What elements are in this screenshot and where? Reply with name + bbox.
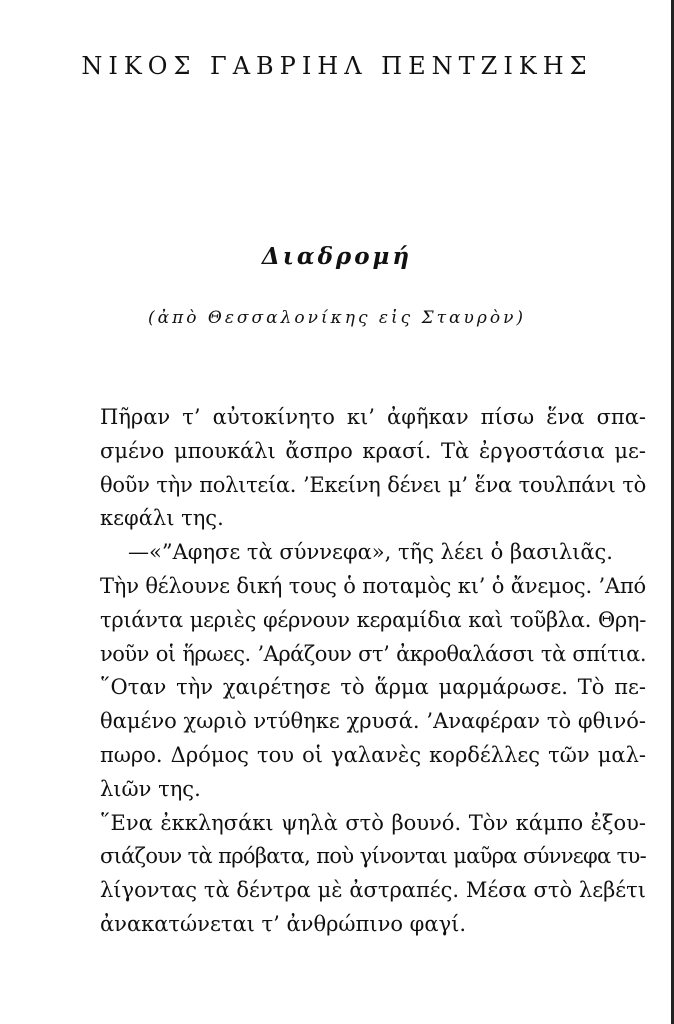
text-line: θαμένο χωριὸ ντύθηκε χρυσά. ’Αναφέραν τὸ φθινό- (100, 709, 646, 734)
text-line: κεφάλι της. (100, 506, 224, 531)
text-line: Πῆραν τ’ αὐτοκίνητο κι’ ἀφῆκαν πίσω ἕνα σπα- (100, 405, 646, 429)
text-line: πωρο. Δρόμος του οἱ γαλανὲς κορδέλλες τῶν μαλ- (100, 742, 646, 767)
text-line: λίγοντας τὰ δέντρα μὲ ἀστραπές. Μέσα στὸ λεβέτι (100, 878, 646, 903)
text-line: λιῶν της. (100, 776, 201, 801)
poem-title: Διαδρομή (261, 243, 413, 270)
paragraph-4 (100, 671, 646, 806)
author-header: ΝΙΚΟΣ ΓΑΒΡΙΗΛ ΠΕΝΤΖΙΚΗΣ (81, 52, 593, 80)
text-line: τριάντα μεριὲς φέρνουν κεραμίδια καὶ τοῦβλα. Θρη- (100, 607, 646, 632)
text-line: Τὴν θέλουνε δική τους ὁ ποταμὸς κι’ ὁ ἄνεμος. ’Από (100, 573, 646, 598)
paragraph-1 (100, 401, 646, 536)
text-line: νοῦν οἱ ἥρωες. ’Αράζουν στ’ ἀκροθαλάσσι τὰ σπίτια. (100, 641, 646, 666)
text-line: θοῦν τὴν πολιτεία. ’Εκείνη δένει μ’ ἕνα τουλπάνι τὸ (100, 472, 646, 497)
poem-body (100, 401, 646, 942)
poem-subtitle: (ἀπὸ Θεσσαλονίκης εἰς Σταυρὸν) (147, 308, 527, 328)
paragraph-3 (100, 570, 646, 671)
paragraph-5 (100, 807, 646, 942)
text-line: ῞Οταν τὴν χαιρέτησε τὸ ἅρμα μαρμάρωσε. Τὸ πε- (100, 675, 646, 700)
paragraph-2 (100, 536, 646, 570)
text-line: σιάζουν τὰ πρόβατα, ποὺ γίνονται μαῦρα σύννεφα τυ- (100, 844, 646, 869)
text-line: —«”Αφησε τὰ σύννεφα», τῆς λέει ὁ βασιλιᾶς. (128, 540, 613, 565)
text-line: ῞Ενα ἐκκλησάκι ψηλὰ στὸ βουνό. Τὸν κάμπο ἐξου- (100, 810, 646, 835)
text-line: σμένο μπουκάλι ἄσπρο κρασί. Τὰ ἐργοστάσια με- (100, 438, 646, 463)
text-line: ἀνακατώνεται τ’ ἀνθρώπινο φαγί. (100, 911, 467, 936)
